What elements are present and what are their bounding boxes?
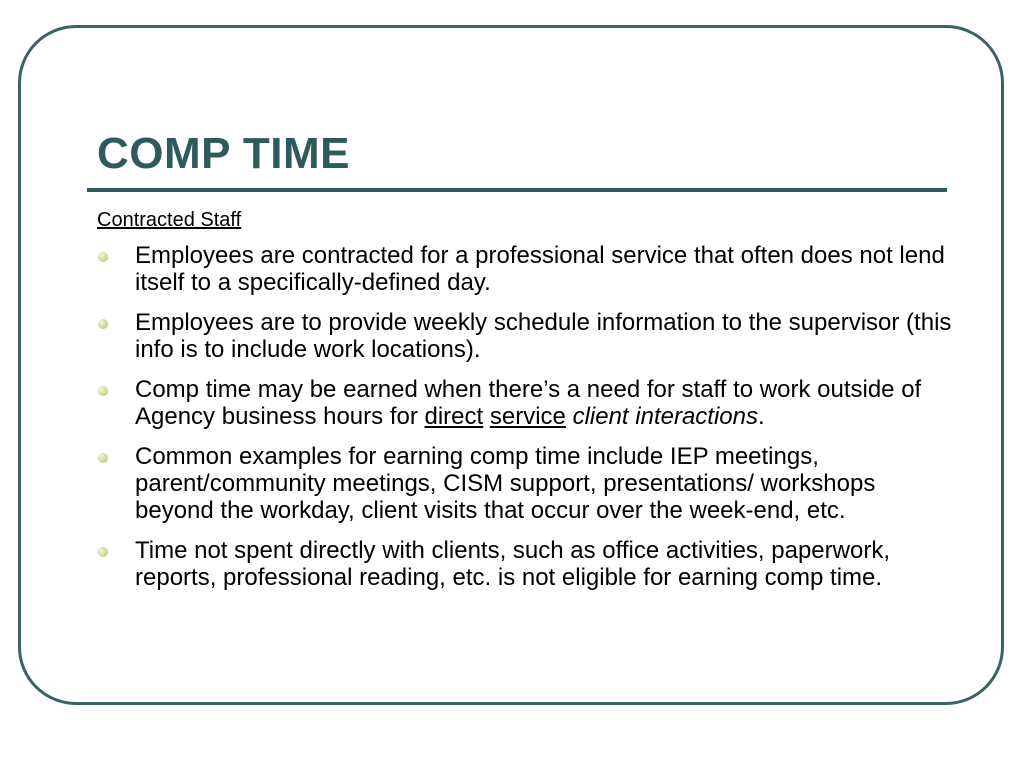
- bullet-item: [97, 242, 957, 296]
- bullet-dot-icon: [98, 386, 108, 396]
- bullet-text: Employees are to provide weekly schedule information to the supervisor (this info is to include work locations).: [135, 309, 952, 363]
- section-subheading: Contracted Staff: [97, 209, 242, 231]
- bullet-item: [97, 309, 957, 363]
- bullet-dot-icon: [98, 319, 108, 329]
- bullet-item: [97, 443, 957, 524]
- bullet-text-space: [483, 403, 490, 430]
- bullet-dot-icon: [98, 252, 108, 262]
- slide-title: COMP TIME: [97, 129, 351, 178]
- bullet-text-before: Comp time may be earned when there’s a need for staff to work outside of Agency business hours for: [135, 376, 922, 430]
- bullet-text-after: .: [758, 403, 765, 430]
- bullet-list: [97, 242, 957, 604]
- bullet-text: Employees are contracted for a professional service that often does not lend itself to a specifically-defined day.: [135, 242, 945, 296]
- bullet-item: [97, 537, 957, 591]
- underlined-word-direct: direct: [424, 403, 484, 430]
- bullet-text: Common examples for earning comp time include IEP meetings, parent/community meetings, CISM support, presentations/ workshops beyond the workday, client visits that occur over the week-end, etc.: [135, 443, 876, 524]
- title-divider: [87, 188, 947, 192]
- italic-phrase: client interactions: [572, 403, 758, 430]
- bullet-item: [97, 376, 957, 430]
- bullet-text: Time not spent directly with clients, such as office activities, paperwork, reports, professional reading, etc. is not eligible for earning comp time.: [135, 537, 890, 591]
- underlined-word-service: service: [489, 403, 566, 430]
- bullet-dot-icon: [98, 453, 108, 463]
- bullet-dot-icon: [98, 547, 108, 557]
